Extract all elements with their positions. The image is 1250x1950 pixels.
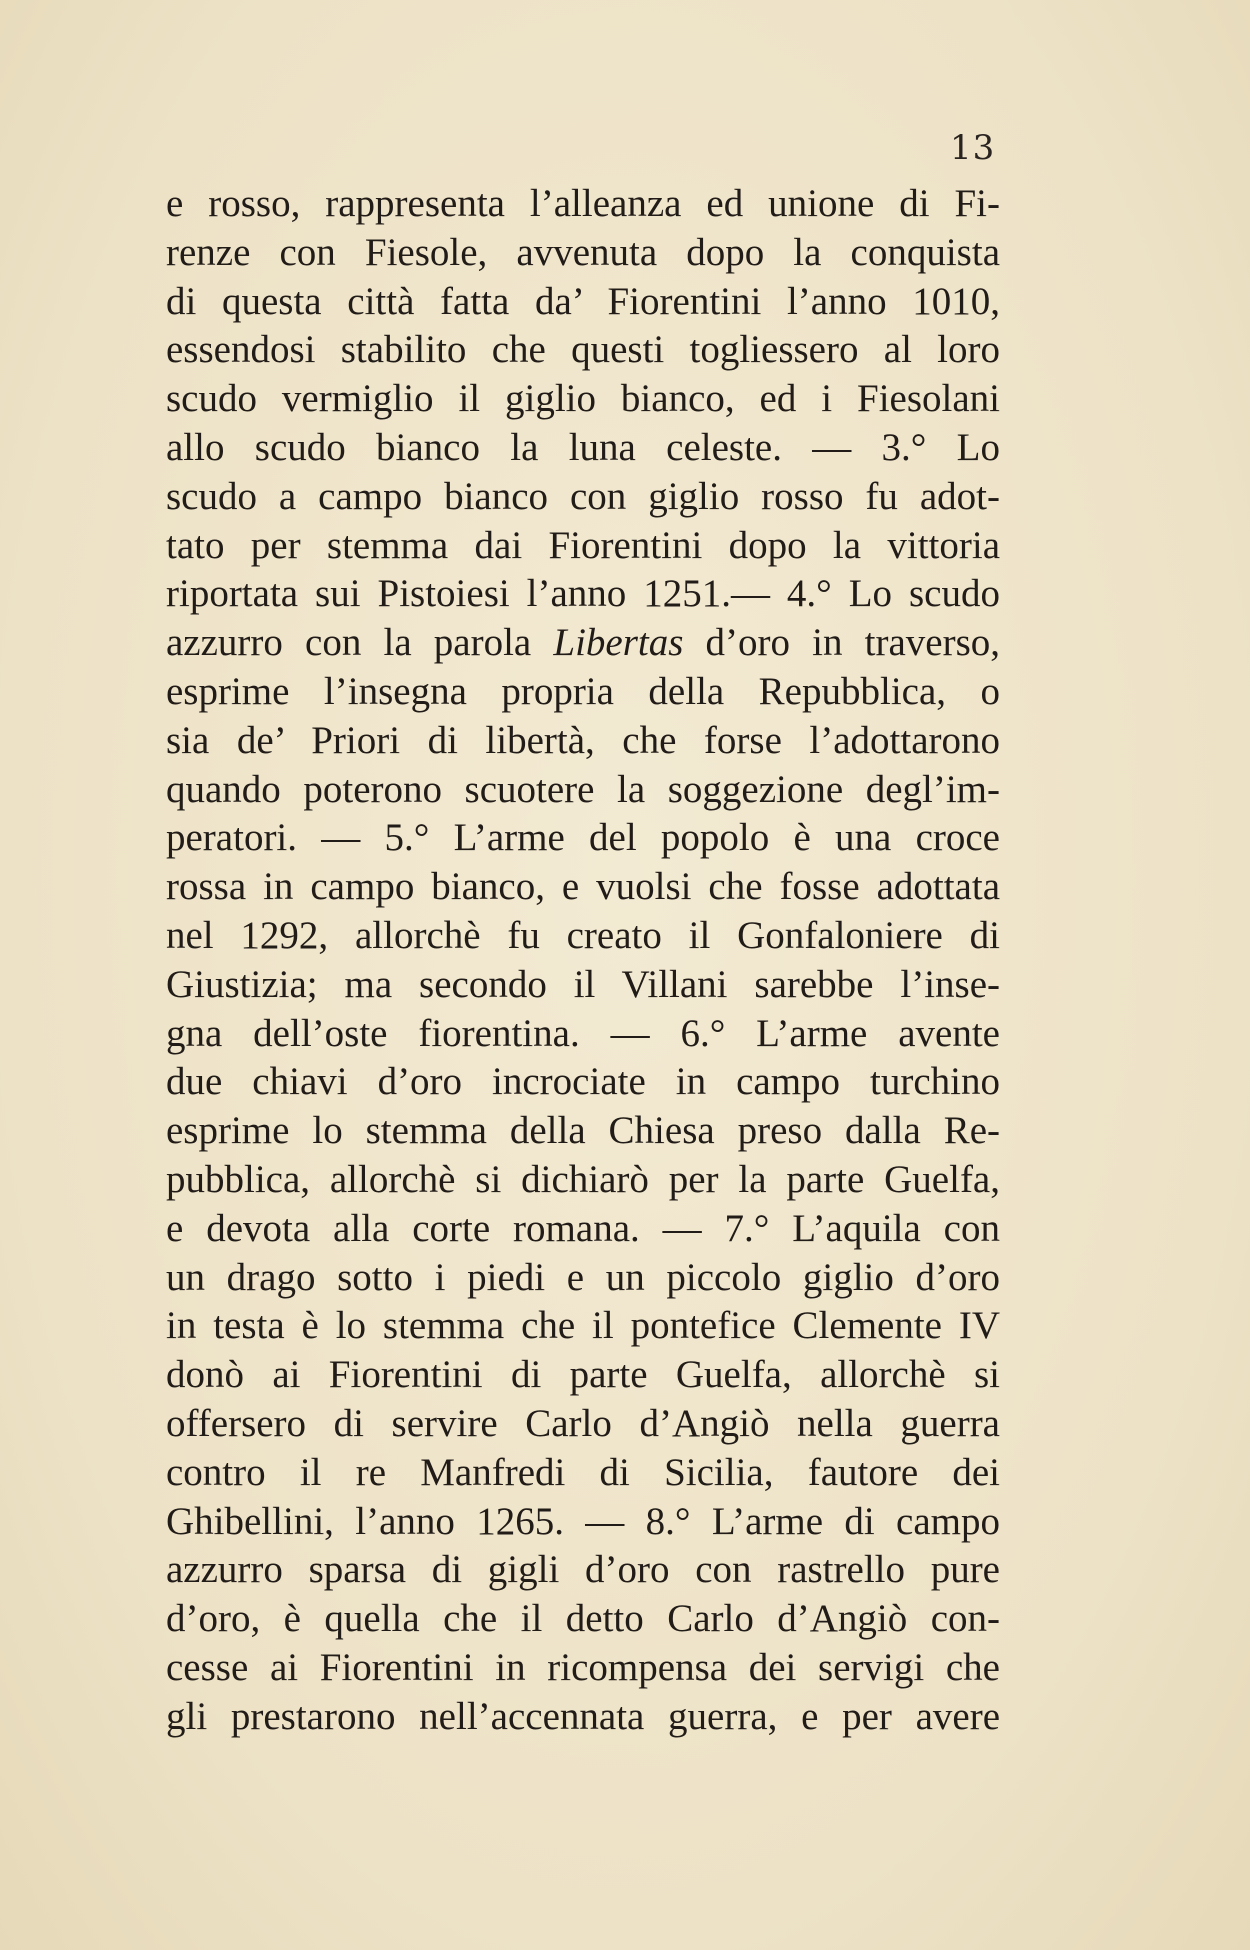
text-line-with-italic [166,619,1000,668]
text-line: riportata sui Pistoiesi l’anno 1251.— 4.° Lo scudo [166,572,1000,616]
italic-word: Libertas [553,621,684,665]
text-line: donò ai Fiorentini di parte Guelfa, allorchè si [166,1353,1000,1397]
page-number: 13 [950,128,996,168]
text-line: esprime l’insegna propria della Repubblica, o [166,669,1000,713]
text-line: rossa in campo bianco, e vuolsi che fosse adottata [166,865,1000,909]
text-line: cesse ai Fiorentini in ricompensa dei servigi che [166,1645,1000,1689]
text-line: peratori. — 5.° L’arme del popolo è una croce [166,816,1000,860]
text-line: scudo a campo bianco con giglio rosso fu adot- [166,474,1000,518]
text-line: d’oro, è quella che il detto Carlo d’Angiò con- [166,1597,1000,1641]
text-line: e devota alla corte romana. — 7.° L’aquila con [166,1206,1000,1250]
text-line: in testa è lo stemma che il pontefice Clemente IV [166,1304,1000,1348]
text-line: esprime lo stemma della Chiesa preso dalla Re- [166,1109,1000,1153]
text-line: pubblica, allorchè si dichiarò per la parte Guelfa, [166,1157,1000,1201]
text-line: sia de’ Priori di libertà, che forse l’adottarono [166,718,1000,762]
text-line: contro il re Manfredi di Sicilia, fautore dei [166,1450,1000,1494]
text-line: offersero di servire Carlo d’Angiò nella guerra [166,1401,1000,1445]
text-fragment: azzurro con la parola [166,621,554,665]
text-line: Ghibellini, l’anno 1265. — 8.° L’arme di campo [166,1499,1000,1543]
text-line: renze con Fiesole, avvenuta dopo la conquista [166,230,1000,274]
text-line: allo scudo bianco la luna celeste. — 3.° Lo [166,425,1000,469]
text-line: scudo vermiglio il giglio bianco, ed i Fiesolani [166,377,1000,421]
body-text [166,180,1000,1742]
text-line: un drago sotto i piedi e un piccolo giglio d’oro [166,1255,1000,1299]
text-line: Giustizia; ma secondo il Villani sarebbe l’inse- [166,962,1000,1006]
text-line: gli prestarono nell’accennata guerra, e per avere [166,1694,1000,1738]
text-fragment: d’oro in traverso, [683,621,1000,665]
text-line: di questa città fatta da’ Fiorentini l’anno 1010, [166,279,1000,323]
text-line: azzurro sparsa di gigli d’oro con rastrello pure [166,1548,1000,1592]
text-line: due chiavi d’oro incrociate in campo turchino [166,1060,1000,1104]
text-line: essendosi stabilito che questi togliessero al loro [166,328,1000,372]
text-line: quando poterono scuotere la soggezione degl’im- [166,767,1000,811]
text-line: e rosso, rappresenta l’alleanza ed unione di Fi- [166,182,1000,225]
text-line: tato per stemma dai Fiorentini dopo la vittoria [166,523,1000,567]
text-line: gna dell’oste fiorentina. — 6.° L’arme avente [166,1011,1000,1055]
text-line: nel 1292, allorchè fu creato il Gonfaloniere di [166,913,1000,957]
